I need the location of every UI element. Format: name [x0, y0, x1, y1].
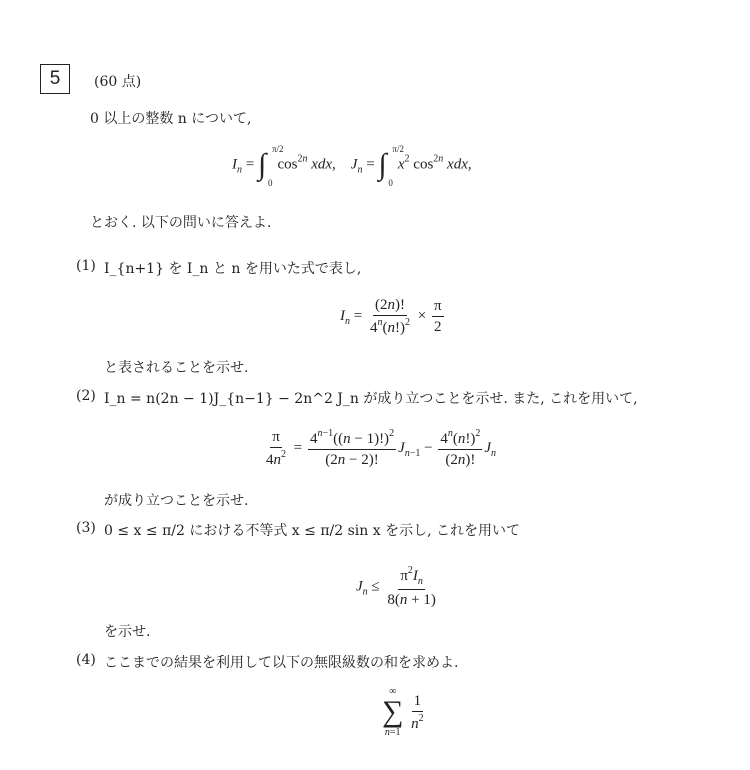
part-3-text: 0 ≤ x ≤ π/2 における不等式 x ≤ π/2 sin x を示し, これを用いて [104, 523, 520, 539]
part-1-label: (1) [76, 258, 96, 274]
part-3-equation: $J_n$ ≤ $\frac{\pi^2I_n}{8(n + 1)}$ [356, 565, 436, 608]
part-2-after: が成り立つことを示せ. [104, 493, 249, 509]
part-4-label: (4) [76, 652, 96, 668]
problem-points: (60 点) [94, 74, 142, 90]
problem-number-box [40, 64, 70, 94]
part-3-label: (3) [76, 520, 96, 536]
problem-outro: とおく. 以下の問いに答えよ. [90, 215, 272, 231]
problem-intro: 0 以上の整数 n について, [90, 111, 252, 127]
part-4-equation: ∞ ∑ n=1 $\frac{1}{n^2}$ [382, 686, 424, 738]
part-1-equation: $I_n$ = $\frac{(2n)!}{4^n(n!)^2}$ × $\frac{\pi}{2}$ [340, 297, 442, 336]
problem-number: 5 [49, 68, 61, 89]
part-2-equation: $\frac{\pi}{4n^2}$ = $\frac{4^{n-1}((n - 1)!)^2}{(2n - 2)!}$ $J_{n-1}$ − $\frac{4^n(n!)^2}{(2n)!}$ $J_n$ [266, 428, 497, 468]
part-2-text: I_n = n(2n − 1)J_{n−1} − 2n^2 J_n が成り立つことを示せ. また, これを用いて, [104, 391, 638, 407]
part-4-text: ここまでの結果を利用して以下の無限級数の和を求めよ. [104, 655, 459, 671]
part-1-after: と表されることを示せ. [104, 360, 249, 376]
part-2-label: (2) [76, 388, 96, 404]
definition-equation: $I_n$ = ∫ π/2 0 $\cos^{2n}$ xdx, $J_n$ = ∫ π/2 0 $x^2$ $\cos^{2n}$ xdx, [232, 144, 472, 188]
part-3-after: を示せ. [104, 624, 151, 640]
part-1-text: I_{n+1} を I_n と n を用いた式で表し, [104, 261, 362, 277]
